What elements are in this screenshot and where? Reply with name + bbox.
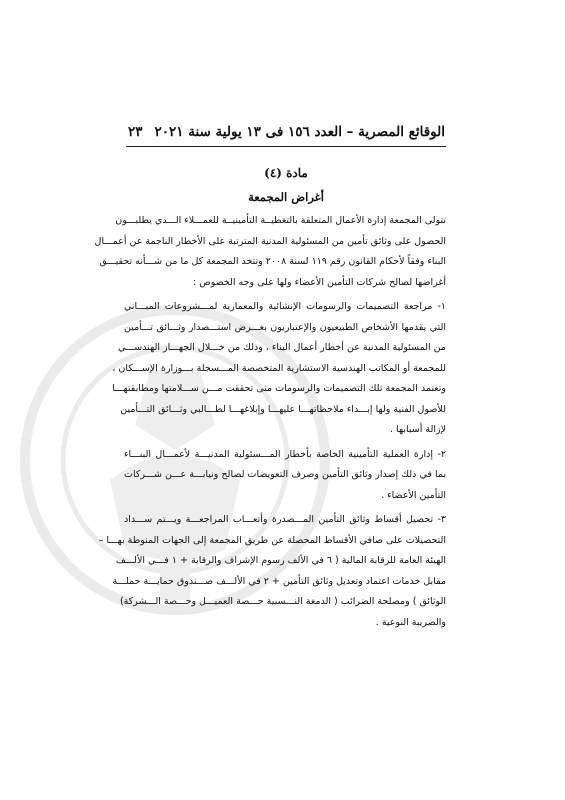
body-line: أغراضها لصالح شركات التأمين الأعضاء ولها على وجه الخصوص : (193, 276, 446, 288)
body-line: لإزالة أسبابها . (390, 424, 446, 435)
body-line: بما في ذلك إصدار وثائق التأمين وصرف التعويضات لصالح ونيابـــة عـــن شـــركات (124, 469, 446, 480)
body-line: التحصيلات على صافي الأقساط المحصلة عن طريق المجمعة إلى الجهات المنوطة بهـــا – (98, 534, 446, 546)
body-line: البناء وفقاً لأحكام القانون رقم ١١٩ لسنة ٢٠٠٨ وتتخذ المجمعة كل ما من شـــأنه تحقيـــق (99, 256, 446, 267)
article-body (94, 211, 446, 633)
article-title: مادة (٤) (264, 166, 308, 180)
body-line: للأصول الفنية ولها إبـــداء ملاحظاتهـــا عليهـــا وإبلاغهـــا لطـــالبي وثـــائق التـــأمين (120, 403, 446, 415)
body-line: التأمين الأعضاء . (381, 489, 446, 501)
body-line: من المسئولية المدنية عن أخطار أعمال البناء ، وذلك من خـــلال الجهـــاز الهندســـي (118, 342, 446, 353)
body-line: مقابل خدمات اعتماد وتعديل وثائق التأمين + ٢ في الألـــف صـــندوق حمايـــة حملـــة (112, 575, 446, 587)
body-line: وتعتمد المجمعة تلك التصميمات والرسومات متى تحققت مـــن ســـلامتها ومطابقتهـــا (112, 383, 446, 394)
page-number: ٢٣ (128, 124, 143, 140)
body-line: ١- مراجعة التصميمات والرسومات الإنشائية والمعمارية لمـــشروعات المبـــاني (124, 301, 446, 312)
body-line: التي يقدمها الأشخاص الطبيعيون والإعتباريون بغـــرض استـــصدار وثـــائق تـــأمين (124, 321, 446, 333)
body-line: ٢- إدارة العملية التأمينية الخاصة بأخطار المـــسئولية المدنيـــة لأعمـــال البنـــاء (124, 448, 446, 460)
header-divider (126, 146, 446, 147)
body-line: الهيئة العامة للرقابة المالية ( ٦ في الألف رسوم الإشراف والرقابة + ١ فـــي الألـــف (115, 555, 446, 566)
body-line: الوثائق ) ومصلحة الضرائب ( الدمغة النـــسبية حـــصة العميـــل وحـــصة الـــشركة) (119, 596, 446, 607)
body-line: تتولى المجمعة إدارة الأعمال المتعلقة بالتغطيــة التأمينيــة للعمـــلاء الـــذي يطلبـــون (115, 215, 446, 226)
body-line: للمجمعة أو المكاتب الهندسية الاستشارية المتخصصة المـــسجلة بـــوزارة الإســـكان ، (112, 362, 446, 374)
page-header (128, 124, 445, 144)
article-subtitle: أغراض المجمعة (248, 190, 324, 204)
body-line: والضريبة النوعية . (375, 616, 446, 628)
body-line: الحصول على وثائق تأمين من المسئولية المدنية المترتبة على الأخطار الناجمة عن أعمـــال (94, 235, 446, 247)
body-line: ٣- تحصيل أقساط وثائق التأمين المـــصدرة وأتعـــاب المراجعـــة ويـــتم ســـداد (124, 514, 446, 525)
header-title: الوقائع المصرية – العدد ١٥٦ فى ١٣ يولية سنة ٢٠٢١ (154, 124, 445, 140)
